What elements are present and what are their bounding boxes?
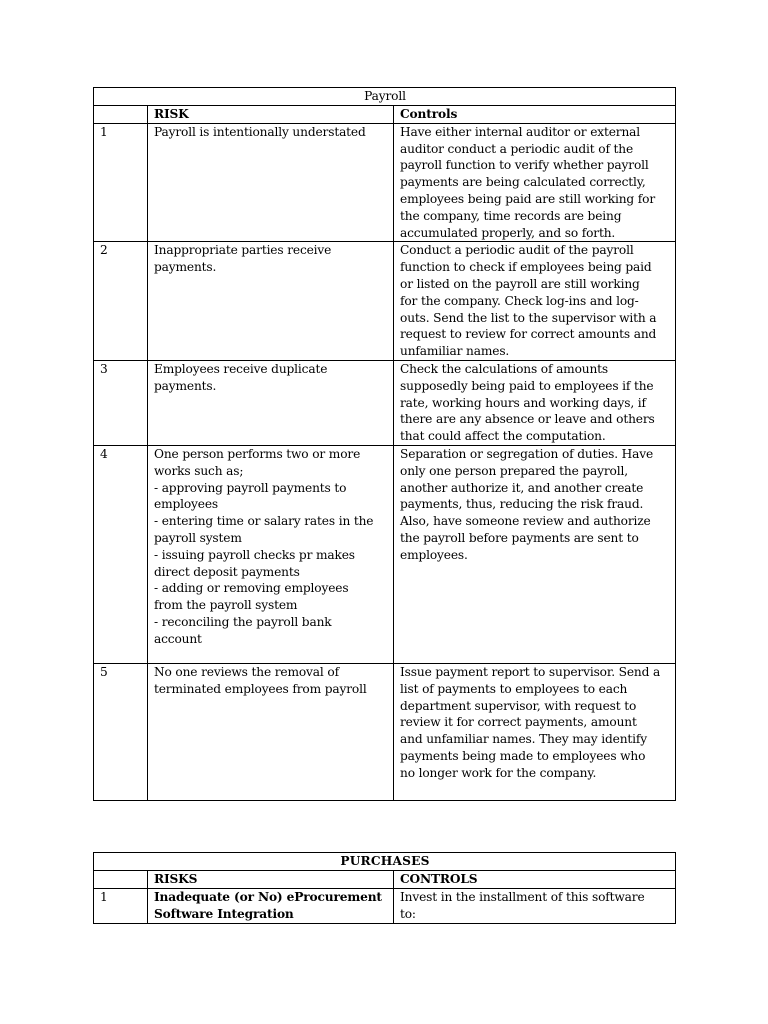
- payroll-header-num: [94, 105, 148, 123]
- payroll-title: Payroll: [94, 88, 676, 106]
- risk-line: - adding or removing employees: [154, 581, 349, 596]
- row-number: 3: [94, 360, 148, 445]
- table-row: [94, 888, 676, 923]
- controls-line: employees.: [400, 547, 468, 562]
- row-number: 1: [94, 888, 148, 923]
- row-number: 1: [94, 123, 148, 242]
- table-row: [94, 123, 676, 242]
- row-number: 2: [94, 242, 148, 361]
- controls-line: that could affect the computation.: [400, 429, 606, 444]
- purchases-title-row: [94, 853, 676, 871]
- controls-line: no longer work for the company.: [400, 765, 597, 780]
- payroll-table: [93, 87, 676, 801]
- controls-line: outs. Send the list to the supervisor with a: [400, 310, 657, 325]
- payroll-title-row: [94, 88, 676, 106]
- controls-line: unfamiliar names.: [400, 344, 510, 359]
- risk-cell: [148, 445, 394, 663]
- risk-cell: [148, 360, 394, 445]
- risk-cell: [148, 242, 394, 361]
- table-row: [94, 242, 676, 361]
- risk-line: Employees receive duplicate: [154, 361, 328, 376]
- row-number: 5: [94, 663, 148, 800]
- controls-line: rate, working hours and working days, if: [400, 395, 646, 410]
- controls-cell: [394, 663, 676, 800]
- risk-line: Payroll is intentionally understated: [154, 124, 366, 139]
- controls-cell: [394, 242, 676, 361]
- risk-line: - approving payroll payments to: [154, 480, 347, 495]
- controls-line: the company, time records are being: [400, 208, 622, 223]
- controls-line: there are any absence or leave and others: [400, 412, 655, 427]
- controls-line: Also, have someone review and authorize: [400, 514, 651, 529]
- risk-cell: [148, 123, 394, 242]
- controls-line: Have either internal auditor or external: [400, 124, 641, 139]
- controls-cell: [394, 445, 676, 663]
- controls-line: list of payments to employees to each: [400, 681, 628, 696]
- risk-line: - reconciling the payroll bank: [154, 614, 332, 629]
- risk-line: direct deposit payments: [154, 564, 300, 579]
- controls-line: the payroll before payments are sent to: [400, 530, 639, 545]
- controls-line: accumulated properly, and so forth.: [400, 225, 616, 240]
- controls-line: another authorize it, and another create: [400, 480, 644, 495]
- controls-line: only one person prepared the payroll,: [400, 463, 628, 478]
- controls-cell: [394, 123, 676, 242]
- controls-line: supposedly being paid to employees if the: [400, 378, 654, 393]
- controls-line: payroll function to verify whether payroll: [400, 158, 649, 173]
- table-row: [94, 360, 676, 445]
- controls-line: auditor conduct a periodic audit of the: [400, 141, 634, 156]
- controls-line: payments, thus, reducing the risk fraud.: [400, 497, 644, 512]
- purchases-table: [93, 852, 676, 924]
- controls-cell: [394, 360, 676, 445]
- table-row: [94, 663, 676, 800]
- risk-line: - entering time or salary rates in the: [154, 514, 374, 529]
- controls-line: to:: [400, 906, 416, 921]
- payroll-header-controls: Controls: [394, 105, 676, 123]
- controls-line: Invest in the installment of this software: [400, 889, 645, 904]
- purchases-header-controls: CONTROLS: [394, 871, 676, 889]
- controls-line: request to review for correct amounts and: [400, 327, 657, 342]
- risk-line: employees: [154, 497, 219, 512]
- purchases-header-num: [94, 871, 148, 889]
- row-number: 4: [94, 445, 148, 663]
- controls-line: payments are being calculated correctly,: [400, 175, 646, 190]
- controls-line: function to check if employees being paid: [400, 260, 652, 275]
- controls-line: Conduct a periodic audit of the payroll: [400, 243, 634, 258]
- controls-line: Check the calculations of amounts: [400, 361, 609, 376]
- payroll-header-risk: RISK: [148, 105, 394, 123]
- purchases-header-risks: RISKS: [148, 871, 394, 889]
- risk-line: payments.: [154, 378, 217, 393]
- risk-cell: [148, 888, 394, 923]
- risk-line: works such as;: [154, 463, 244, 478]
- risk-line: No one reviews the removal of: [154, 664, 339, 679]
- controls-line: department supervisor, with request to: [400, 698, 637, 713]
- controls-cell: [394, 888, 676, 923]
- controls-line: payments being made to employees who: [400, 748, 646, 763]
- risk-line: Software Integration: [154, 906, 294, 921]
- payroll-header-row: [94, 105, 676, 123]
- risk-line: payroll system: [154, 530, 242, 545]
- controls-line: Separation or segregation of duties. Have: [400, 446, 654, 461]
- risk-line: One person performs two or more: [154, 446, 361, 461]
- controls-line: for the company. Check log-ins and log-: [400, 293, 639, 308]
- risk-line: Inappropriate parties receive: [154, 243, 332, 258]
- purchases-title: PURCHASES: [94, 853, 676, 871]
- risk-line: Inadequate (or No) eProcurement: [154, 889, 382, 904]
- controls-line: or listed on the payroll are still working: [400, 276, 640, 291]
- risk-line: payments.: [154, 260, 217, 275]
- controls-line: Issue payment report to supervisor. Send a: [400, 664, 661, 679]
- risk-line: terminated employees from payroll: [154, 681, 367, 696]
- controls-line: employees being paid are still working for: [400, 191, 655, 206]
- risk-cell: [148, 663, 394, 800]
- risk-line: from the payroll system: [154, 598, 298, 613]
- risk-line: account: [154, 631, 202, 646]
- controls-line: and unfamiliar names. They may identify: [400, 732, 648, 747]
- controls-line: review it for correct payments, amount: [400, 715, 637, 730]
- purchases-header-row: [94, 871, 676, 889]
- table-row: [94, 445, 676, 663]
- risk-line: - issuing payroll checks pr makes: [154, 547, 355, 562]
